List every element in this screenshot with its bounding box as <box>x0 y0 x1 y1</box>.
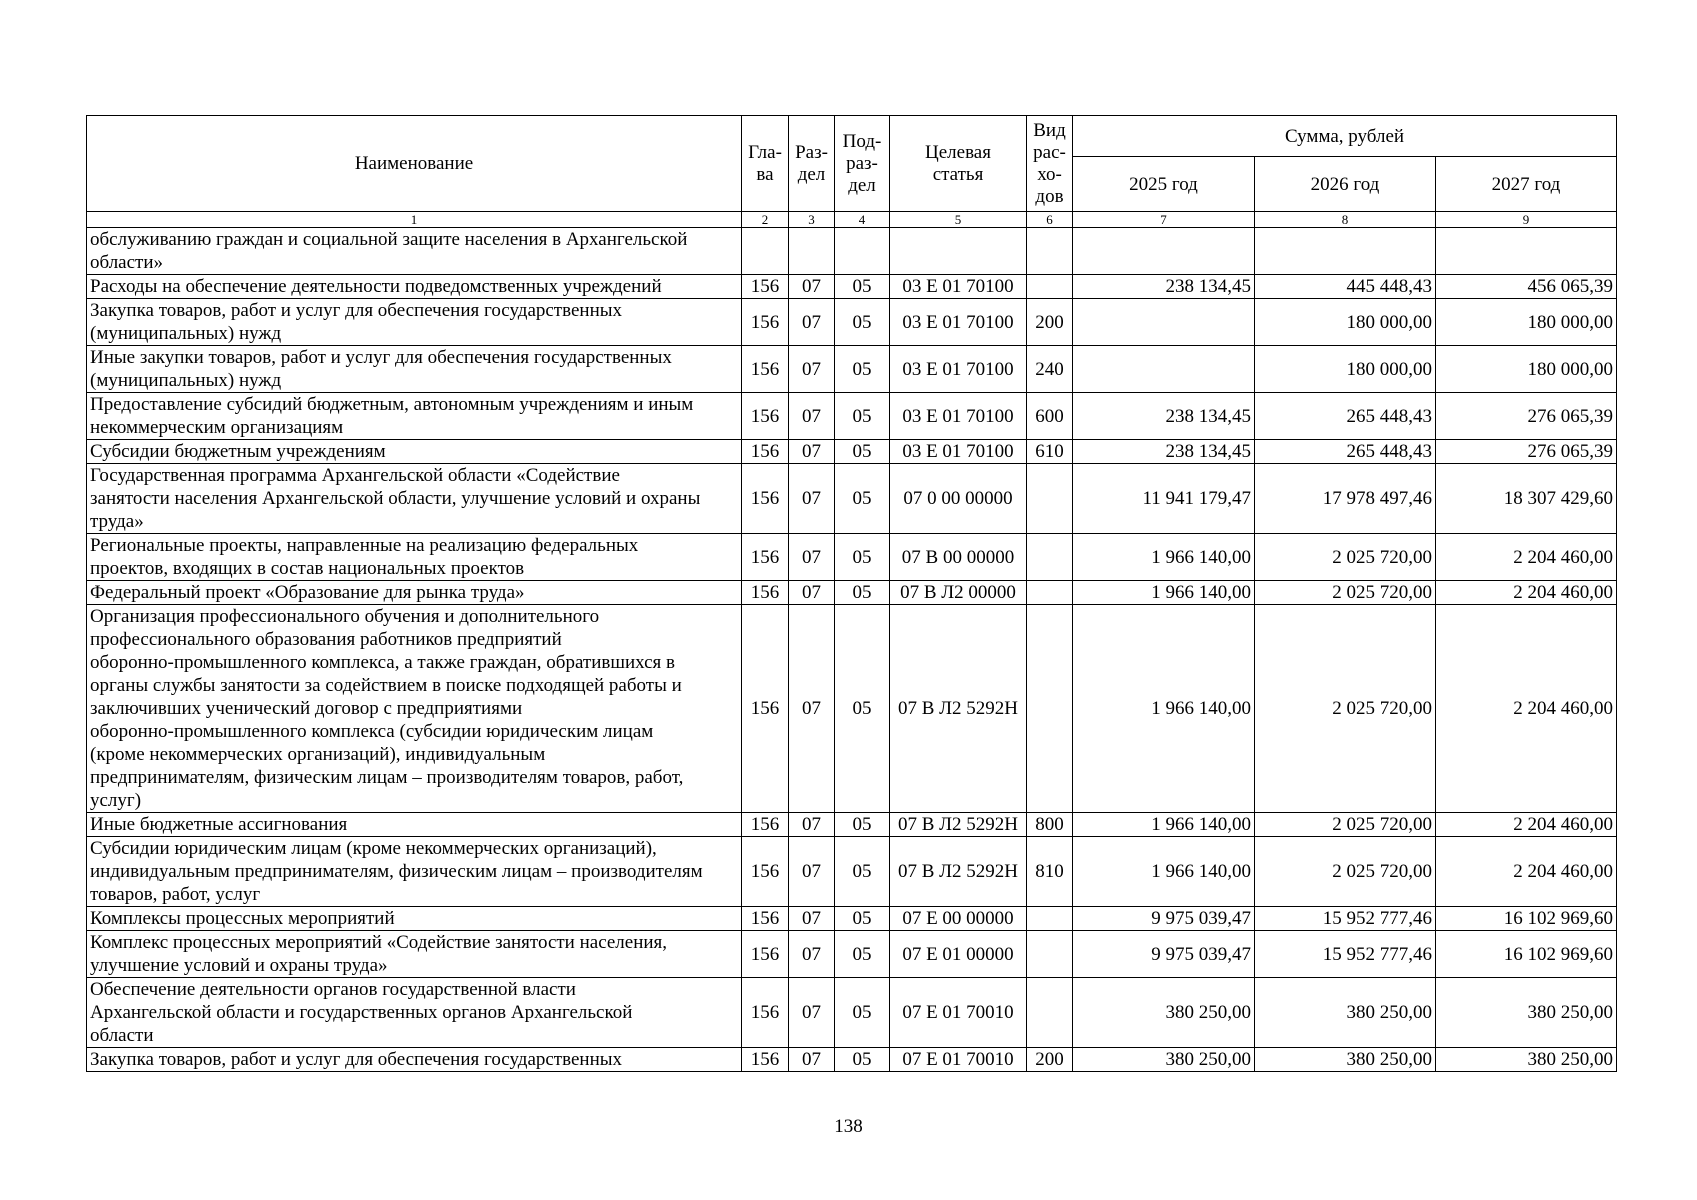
table-row <box>87 837 1617 907</box>
row-name: Закупка товаров, работ и услуг для обеспечения государственных (муниципальных) нужд <box>87 299 742 346</box>
row-name: Иные закупки товаров, работ и услуг для обеспечения государственных (муниципальных) нужд <box>87 346 742 393</box>
row-sum-2027 <box>1436 228 1617 275</box>
row-sum-2025: 1 966 140,00 <box>1073 605 1255 813</box>
column-number: 4 <box>835 212 890 228</box>
row-sum-2026: 17 978 497,46 <box>1255 464 1436 534</box>
table-row <box>87 978 1617 1048</box>
row-podrazdel: 05 <box>835 605 890 813</box>
row-podrazdel: 05 <box>835 275 890 299</box>
row-razdel: 07 <box>789 464 835 534</box>
row-sum-2026: 445 448,43 <box>1255 275 1436 299</box>
row-name: Государственная программа Архангельской области «Содействие занятости населения Архангельской области, улучшение условий и охраны труда» <box>87 464 742 534</box>
row-sum-2027: 2 204 460,00 <box>1436 813 1617 837</box>
row-vid <box>1027 534 1073 581</box>
row-statya: 07 Е 01 70010 <box>890 1048 1027 1072</box>
row-razdel: 07 <box>789 837 835 907</box>
row-razdel: 07 <box>789 581 835 605</box>
row-sum-2026: 265 448,43 <box>1255 393 1436 440</box>
table-row <box>87 907 1617 931</box>
row-name: Иные бюджетные ассигнования <box>87 813 742 837</box>
row-sum-2026: 180 000,00 <box>1255 299 1436 346</box>
row-sum-2025 <box>1073 299 1255 346</box>
row-vid <box>1027 581 1073 605</box>
header-podrazdel: Под- раз- дел <box>835 116 890 212</box>
table-row <box>87 275 1617 299</box>
table-row <box>87 228 1617 275</box>
column-number: 6 <box>1027 212 1073 228</box>
row-name: Организация профессионального обучения и дополнительного профессионального образования работников предприятий оборонно-промышленного комплекса, а также граждан, обратившихся в органы службы занятости за содействием в поиске подходящей работы и заключивших ученический договор с предприятиями оборонно-промышленного комплекса (субсидии юридическим лицам (кроме некоммерческих организаций), индивидуальным предпринимателям, физическим лицам – производителям товаров, работ, услуг) <box>87 605 742 813</box>
column-number: 9 <box>1436 212 1617 228</box>
row-glava: 156 <box>742 907 789 931</box>
row-statya: 07 Е 01 70010 <box>890 978 1027 1048</box>
row-podrazdel: 05 <box>835 1048 890 1072</box>
row-sum-2027: 180 000,00 <box>1436 299 1617 346</box>
row-glava: 156 <box>742 837 789 907</box>
row-podrazdel: 05 <box>835 581 890 605</box>
header-statya: Целевая статья <box>890 116 1027 212</box>
row-vid: 800 <box>1027 813 1073 837</box>
column-number: 5 <box>890 212 1027 228</box>
row-sum-2026: 2 025 720,00 <box>1255 813 1436 837</box>
row-podrazdel: 05 <box>835 931 890 978</box>
row-name: Предоставление субсидий бюджетным, автономным учреждениям и иным некоммерческим организациям <box>87 393 742 440</box>
header-year-2027: 2027 год <box>1436 157 1617 212</box>
row-podrazdel: 05 <box>835 346 890 393</box>
row-razdel: 07 <box>789 978 835 1048</box>
row-glava: 156 <box>742 534 789 581</box>
row-statya: 03 Е 01 70100 <box>890 275 1027 299</box>
row-sum-2026: 15 952 777,46 <box>1255 931 1436 978</box>
header-row-top <box>87 116 1617 157</box>
row-razdel: 07 <box>789 346 835 393</box>
row-vid: 600 <box>1027 393 1073 440</box>
row-vid: 810 <box>1027 837 1073 907</box>
row-podrazdel: 05 <box>835 299 890 346</box>
row-sum-2027: 380 250,00 <box>1436 1048 1617 1072</box>
header-razdel: Раз- дел <box>789 116 835 212</box>
row-sum-2026: 265 448,43 <box>1255 440 1436 464</box>
row-glava: 156 <box>742 299 789 346</box>
row-vid <box>1027 931 1073 978</box>
row-sum-2025: 1 966 140,00 <box>1073 813 1255 837</box>
row-name: Субсидии бюджетным учреждениям <box>87 440 742 464</box>
row-podrazdel: 05 <box>835 907 890 931</box>
row-sum-2026: 380 250,00 <box>1255 978 1436 1048</box>
row-podrazdel: 05 <box>835 813 890 837</box>
row-razdel: 07 <box>789 605 835 813</box>
row-vid: 200 <box>1027 1048 1073 1072</box>
row-statya: 07 В 00 00000 <box>890 534 1027 581</box>
row-name: Субсидии юридическим лицам (кроме некоммерческих организаций), индивидуальным предпринимателям, физическим лицам – производителям товаров, работ, услуг <box>87 837 742 907</box>
budget-table <box>86 115 1617 1072</box>
row-sum-2026: 2 025 720,00 <box>1255 605 1436 813</box>
row-razdel: 07 <box>789 275 835 299</box>
row-glava: 156 <box>742 1048 789 1072</box>
row-sum-2025: 1 966 140,00 <box>1073 534 1255 581</box>
row-sum-2026: 380 250,00 <box>1255 1048 1436 1072</box>
row-sum-2026: 180 000,00 <box>1255 346 1436 393</box>
table-row <box>87 440 1617 464</box>
row-vid: 240 <box>1027 346 1073 393</box>
row-name: обслуживанию граждан и социальной защите населения в Архангельской области» <box>87 228 742 275</box>
row-glava: 156 <box>742 931 789 978</box>
row-razdel: 07 <box>789 1048 835 1072</box>
row-sum-2026: 15 952 777,46 <box>1255 907 1436 931</box>
row-sum-2025: 11 941 179,47 <box>1073 464 1255 534</box>
row-sum-2027: 180 000,00 <box>1436 346 1617 393</box>
table-row <box>87 534 1617 581</box>
row-statya: 03 Е 01 70100 <box>890 393 1027 440</box>
row-glava <box>742 228 789 275</box>
row-sum-2025: 380 250,00 <box>1073 1048 1255 1072</box>
row-sum-2027: 16 102 969,60 <box>1436 907 1617 931</box>
row-glava: 156 <box>742 581 789 605</box>
row-sum-2027: 456 065,39 <box>1436 275 1617 299</box>
row-statya: 07 Е 00 00000 <box>890 907 1027 931</box>
row-name: Федеральный проект «Образование для рынка труда» <box>87 581 742 605</box>
row-razdel: 07 <box>789 393 835 440</box>
row-sum-2026: 2 025 720,00 <box>1255 581 1436 605</box>
row-podrazdel: 05 <box>835 978 890 1048</box>
row-vid: 200 <box>1027 299 1073 346</box>
table-row <box>87 813 1617 837</box>
column-numbers-row <box>87 212 1617 228</box>
row-sum-2027: 18 307 429,60 <box>1436 464 1617 534</box>
row-sum-2025 <box>1073 346 1255 393</box>
row-sum-2027: 276 065,39 <box>1436 393 1617 440</box>
row-statya: 03 Е 01 70100 <box>890 299 1027 346</box>
row-podrazdel: 05 <box>835 534 890 581</box>
header-year-2026: 2026 год <box>1255 157 1436 212</box>
row-sum-2025: 380 250,00 <box>1073 978 1255 1048</box>
table-row <box>87 393 1617 440</box>
row-sum-2025: 238 134,45 <box>1073 440 1255 464</box>
table-row <box>87 931 1617 978</box>
row-statya: 07 В Л2 5292Н <box>890 813 1027 837</box>
table-row <box>87 346 1617 393</box>
row-razdel: 07 <box>789 440 835 464</box>
row-vid <box>1027 605 1073 813</box>
row-statya: 07 В Л2 00000 <box>890 581 1027 605</box>
row-podrazdel <box>835 228 890 275</box>
row-sum-2027: 2 204 460,00 <box>1436 581 1617 605</box>
row-sum-2027: 276 065,39 <box>1436 440 1617 464</box>
row-statya: 03 Е 01 70100 <box>890 346 1027 393</box>
header-year-2025: 2025 год <box>1073 157 1255 212</box>
row-sum-2026: 2 025 720,00 <box>1255 837 1436 907</box>
header-glava: Гла- ва <box>742 116 789 212</box>
row-sum-2027: 2 204 460,00 <box>1436 534 1617 581</box>
header-summa: Сумма, рублей <box>1073 116 1617 157</box>
row-sum-2027: 16 102 969,60 <box>1436 931 1617 978</box>
header-vid: Вид рас- хо- дов <box>1027 116 1073 212</box>
row-glava: 156 <box>742 440 789 464</box>
row-sum-2025 <box>1073 228 1255 275</box>
row-sum-2025: 9 975 039,47 <box>1073 907 1255 931</box>
row-razdel: 07 <box>789 534 835 581</box>
row-name: Комплексы процессных мероприятий <box>87 907 742 931</box>
column-number: 8 <box>1255 212 1436 228</box>
column-number: 7 <box>1073 212 1255 228</box>
row-razdel: 07 <box>789 931 835 978</box>
row-name: Обеспечение деятельности органов государственной власти Архангельской области и государственных органов Архангельской области <box>87 978 742 1048</box>
row-podrazdel: 05 <box>835 440 890 464</box>
row-vid: 610 <box>1027 440 1073 464</box>
row-statya: 07 0 00 00000 <box>890 464 1027 534</box>
row-glava: 156 <box>742 393 789 440</box>
row-name: Комплекс процессных мероприятий «Содействие занятости населения, улучшение условий и охраны труда» <box>87 931 742 978</box>
row-vid <box>1027 275 1073 299</box>
row-glava: 156 <box>742 464 789 534</box>
row-statya: 03 Е 01 70100 <box>890 440 1027 464</box>
row-podrazdel: 05 <box>835 837 890 907</box>
row-glava: 156 <box>742 605 789 813</box>
row-sum-2025: 1 966 140,00 <box>1073 837 1255 907</box>
budget-table-sheet <box>86 115 1616 1072</box>
row-razdel: 07 <box>789 813 835 837</box>
row-sum-2025: 238 134,45 <box>1073 275 1255 299</box>
row-name: Региональные проекты, направленные на реализацию федеральных проектов, входящих в состав национальных проектов <box>87 534 742 581</box>
header-name: Наименование <box>87 116 742 212</box>
table-row <box>87 605 1617 813</box>
row-vid <box>1027 978 1073 1048</box>
column-number: 2 <box>742 212 789 228</box>
row-statya: 07 В Л2 5292Н <box>890 837 1027 907</box>
row-name: Закупка товаров, работ и услуг для обеспечения государственных <box>87 1048 742 1072</box>
row-sum-2027: 380 250,00 <box>1436 978 1617 1048</box>
row-name: Расходы на обеспечение деятельности подведомственных учреждений <box>87 275 742 299</box>
row-sum-2026: 2 025 720,00 <box>1255 534 1436 581</box>
table-row <box>87 1048 1617 1072</box>
row-sum-2025: 238 134,45 <box>1073 393 1255 440</box>
row-statya: 07 В Л2 5292Н <box>890 605 1027 813</box>
row-statya: 07 Е 01 00000 <box>890 931 1027 978</box>
table-row <box>87 299 1617 346</box>
row-sum-2026 <box>1255 228 1436 275</box>
row-glava: 156 <box>742 346 789 393</box>
row-sum-2027: 2 204 460,00 <box>1436 605 1617 813</box>
row-podrazdel: 05 <box>835 393 890 440</box>
row-sum-2027: 2 204 460,00 <box>1436 837 1617 907</box>
table-row <box>87 581 1617 605</box>
row-razdel <box>789 228 835 275</box>
row-razdel: 07 <box>789 907 835 931</box>
row-sum-2025: 9 975 039,47 <box>1073 931 1255 978</box>
row-glava: 156 <box>742 275 789 299</box>
row-glava: 156 <box>742 813 789 837</box>
row-statya <box>890 228 1027 275</box>
table-body <box>87 212 1617 1072</box>
row-razdel: 07 <box>789 299 835 346</box>
column-number: 1 <box>87 212 742 228</box>
row-vid <box>1027 228 1073 275</box>
page-number: 138 <box>834 1116 863 1137</box>
row-vid <box>1027 464 1073 534</box>
row-podrazdel: 05 <box>835 464 890 534</box>
column-number: 3 <box>789 212 835 228</box>
row-glava: 156 <box>742 978 789 1048</box>
table-row <box>87 464 1617 534</box>
row-vid <box>1027 907 1073 931</box>
row-sum-2025: 1 966 140,00 <box>1073 581 1255 605</box>
